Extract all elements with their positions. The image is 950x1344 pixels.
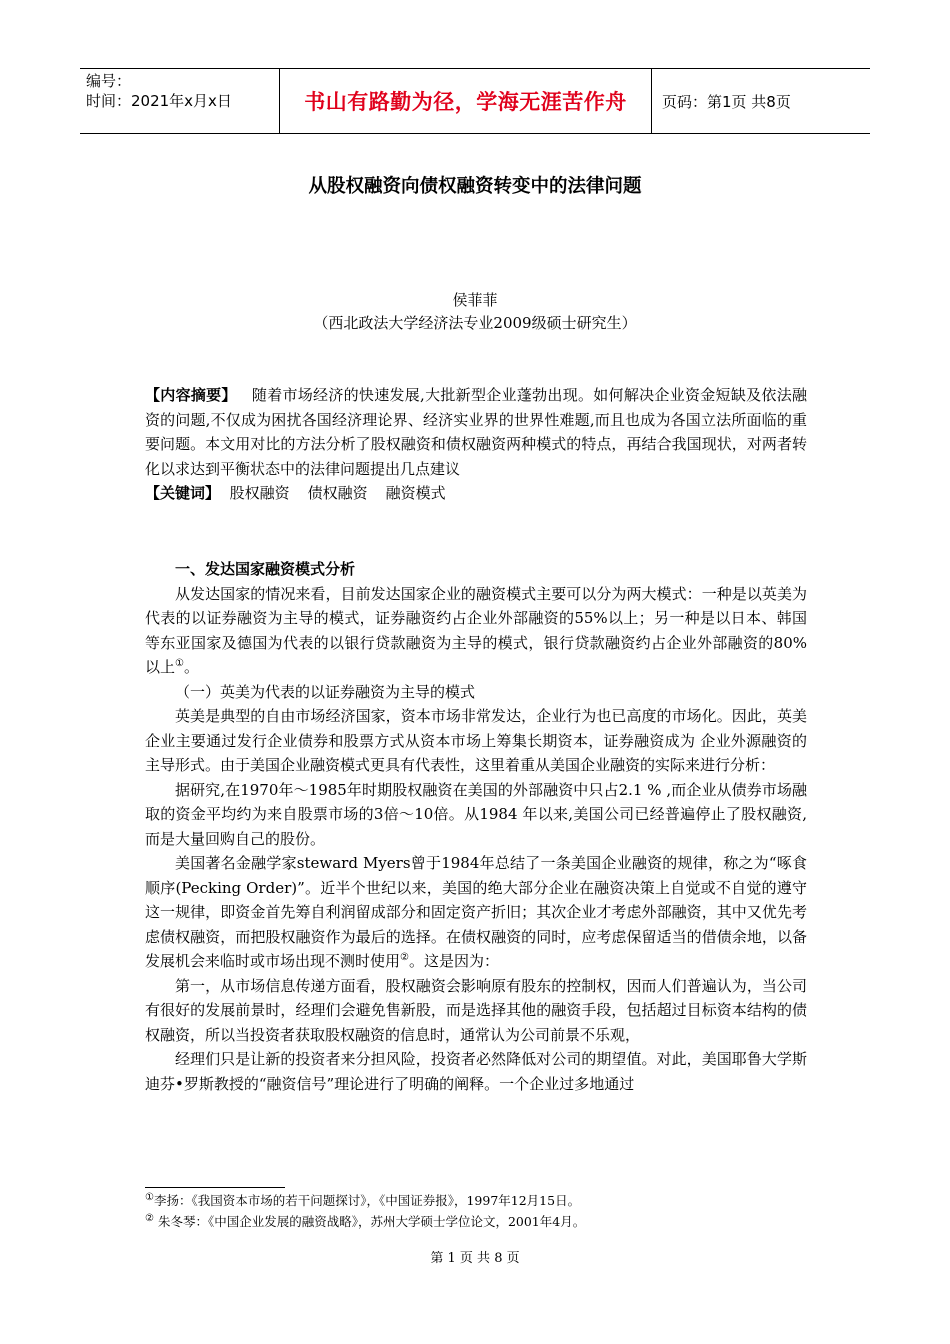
keyword: 股权融资 bbox=[229, 484, 290, 502]
footnote-mark: ② bbox=[145, 1212, 154, 1224]
footnote bbox=[145, 1211, 807, 1232]
abstract-block bbox=[145, 383, 807, 506]
abstract-paragraph bbox=[145, 383, 807, 481]
author-affiliation: （西北政法大学经济法专业2009级硕士研究生） bbox=[313, 314, 637, 332]
paragraph bbox=[145, 582, 807, 680]
body-text bbox=[145, 557, 807, 1096]
footnote-divider bbox=[145, 1187, 285, 1188]
paragraph-text: 。 bbox=[183, 658, 199, 676]
paragraph-text: 美国著名金融学家steward Myers曾于1984年总结了一条美国企业融资的规律，称之为“啄食顺序(Pecking Order)”。近半个世纪以来，美国的绝大部分企业在融资决策上自觉或不自觉的遵守这一规律，即资金首先筹自利润留成部分和固定资产折旧；其次企业才考虑外部融资，其中又优先考虑债权融资，而把股权融资作为最后的选择。在债权融资的同时，应考虑保留适当的借债余地，以备发展机会来临时或市场出现不测时使用 bbox=[145, 854, 807, 970]
footnote-text: 朱冬琴：《中国企业发展的融资战略》，苏州大学硕士学位论文，2001年4月。 bbox=[153, 1214, 586, 1229]
keyword: 债权融资 bbox=[307, 484, 368, 502]
keywords-label: 【关键词】 bbox=[145, 484, 221, 502]
header-date: 时间：2021年x月x日 bbox=[86, 92, 232, 110]
paragraph-text: 。这是因为： bbox=[408, 952, 499, 970]
author-name: 侯菲菲 bbox=[452, 291, 498, 309]
subsection-heading: （一）英美为代表的以证券融资为主导的模式 bbox=[175, 682, 476, 701]
page-header bbox=[80, 68, 870, 134]
paragraph: 经理们只是让新的投资者来分担风险，投资者必然降低对公司的期望值。对此，美国耶鲁大学斯迪芬•罗斯教授的“融资信号”理论进行了明确的阐释。一个企业过多地通过 bbox=[145, 1050, 807, 1093]
keywords-line bbox=[145, 481, 807, 506]
header-motto: 书山有路勤为径，学海无涯苦作舟 bbox=[280, 69, 652, 133]
paragraph-text: 从发达国家的情况来看，目前发达国家企业的融资模式主要可以分为两大模式：一种是以英美为代表的以证券融资为主导的模式，证券融资约占企业外部融资的55%以上；另一种是以日本、韩国等东亚国家及德国为代表的以银行贷款融资为主导的模式，银行贷款融资约占企业外部融资的80%以上 bbox=[145, 584, 807, 676]
header-code: 编号： bbox=[86, 72, 132, 90]
header-page-info: 页码：第1页 共8页 bbox=[662, 92, 791, 111]
footnote-mark: ① bbox=[145, 1191, 154, 1203]
footnote-text: 李扬：《我国资本市场的若干问题探讨》，《中国证券报》，1997年12月15日。 bbox=[153, 1193, 581, 1208]
page-footer: 第 1 页 共 8 页 bbox=[430, 1251, 520, 1266]
document-title: 从股权融资向债权融资转变中的法律问题 bbox=[308, 176, 642, 197]
header-meta bbox=[80, 69, 280, 133]
footnote-ref[interactable]: ② bbox=[400, 952, 409, 963]
section-heading: 一、发达国家融资模式分析 bbox=[175, 560, 356, 578]
paragraph: 英美是典型的自由市场经济国家，资本市场非常发达，企业行为也已高度的市场化。因此，英美企业主要通过发行企业债券和股票方式从资本市场上筹集长期资本，证券融资成为 企业外源融资的主导形式。由于美国企业融资模式更具有代表性，这里着重从美国企业融资的实际来进行分析： bbox=[145, 707, 807, 774]
paragraph: 据研究,在1970年～1985年时期股权融资在美国的外部融资中只占2.1 % ,而企业从债券市场融取的资金平均约为来自股票市场的3倍～10倍。从1984 年以来,美国公司已经普遍停止了股权融资,而是大量回购自己的股份。 bbox=[145, 780, 807, 848]
paragraph bbox=[145, 851, 807, 974]
footnotes bbox=[145, 1190, 807, 1232]
abstract-text: 随着市场经济的快速发展,大批新型企业蓬勃出现。如何解决企业资金短缺及依法融资的问题,不仅成为困扰各国经济理论界、经济实业界的世界性难题,而且也成为各国立法所面临的重要问题。本文用对比的方法分析了股权融资和债权融资两种模式的特点，再结合我国现状，对两者转化以求达到平衡状态中的法律问题提出几点建议 bbox=[145, 386, 807, 478]
footnote bbox=[145, 1190, 807, 1211]
keyword: 融资模式 bbox=[385, 484, 446, 502]
abstract-label: 【内容摘要】 bbox=[145, 386, 237, 404]
paragraph: 第一，从市场信息传递方面看，股权融资会影响原有股东的控制权，因而人们普遍认为，当公司有很好的发展前景时，经理们会避免售新股，而是选择其他的融资手段，包括超过目标资本结构的债权融资，所以当投资者获取股权融资的信息时，通常认为公司前景不乐观， bbox=[145, 976, 807, 1044]
footnote-ref[interactable]: ① bbox=[175, 658, 184, 669]
